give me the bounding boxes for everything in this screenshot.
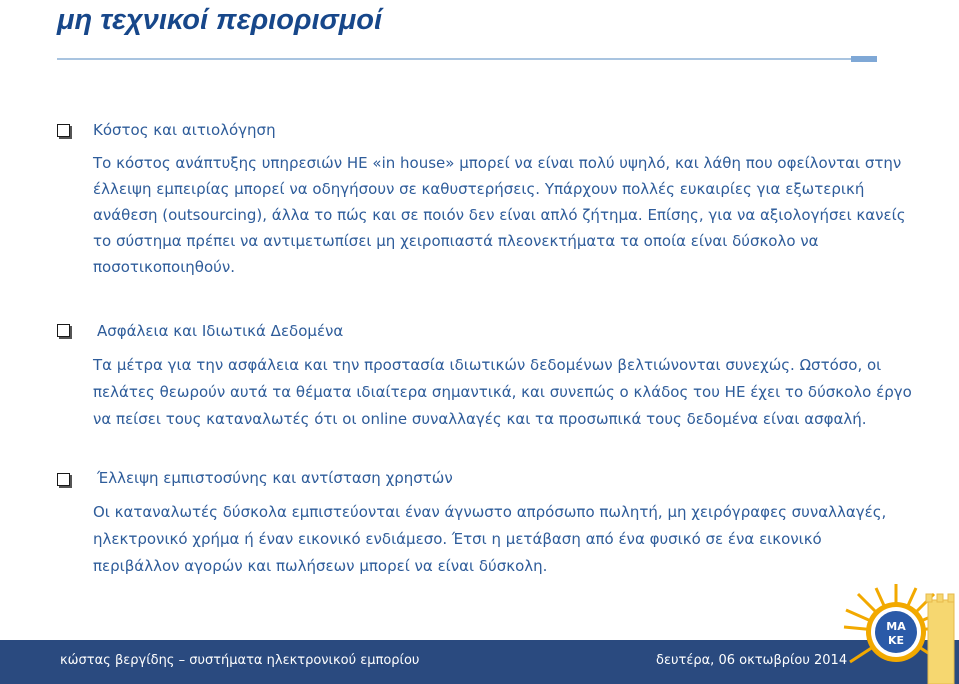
seal-lettering-1: ΜΑ xyxy=(886,620,906,633)
section-heading-cost: Κόστος και αιτιολόγηση xyxy=(93,121,276,139)
checkbox-bullet-icon xyxy=(57,124,70,137)
section-heading-trust: Έλλειψη εμπιστοσύνης και αντίσταση χρηστών xyxy=(97,469,453,487)
slide-title: μη τεχνικοί περιορισμοί xyxy=(57,4,383,36)
section-text-cost: Το κόστος ανάπτυξης υπηρεσιών ΗΕ «in house» μπορεί να είναι πολύ υψηλό, και λάθη που οφείλονται στην έλλειψη εμπειρίας μπορεί να οδηγήσουν σε καθυστερήσεις. Υπάρχουν πολλές ευκαιρίες για εξωτερική ανάθεση (outsourcing), άλλα το πώς και σε ποιόν δεν είναι απλό ζήτημα. Επίσης, για να αξιολογήσει κανείς το σύστημα πρέπει να αντιμετωπίσει μη χειροπιαστά πλεονεκτήματα τα οποία είναι δύσκολο να ποσοτικοποιηθούν. xyxy=(93,154,906,276)
section-text-trust: Οι καταναλωτές δύσκολα εμπιστεύονται έναν άγνωστο απρόσωπο πωλητή, μη χειρόγραφες συναλλαγές, ηλεκτρονικό χρήμα ή έναν εικονικό ενδιάμεσο. Έτσι η μετάβαση από ένα φυσικό σε ένα εικονικό περιβάλλον αγορών και πωλήσεων μπορεί να είναι δύσκολη. xyxy=(93,503,887,575)
section-text-security: Τα μέτρα για την ασφάλεια και την προστασία ιδιωτικών δεδομένων βελτιώνονται συνεχώς. Ωστόσο, οι πελάτες θεωρούν αυτά τα θέματα ιδιαίτερα σημαντικά, και συνεπώς ο κλάδος του ΗΕ έχει το δύσκολο έργο να πείσει τους καταναλωτές ότι οι online συναλλαγές και τα προσωπικά τους δεδομένα είναι ασφαλή. xyxy=(93,356,912,428)
footer-date: δευτέρα, 06 οκτωβρίου 2014 xyxy=(656,653,848,668)
university-seal-icon xyxy=(836,582,959,684)
checkbox-bullet-icon xyxy=(57,324,70,337)
checkbox-bullet-icon xyxy=(57,473,70,486)
title-divider xyxy=(57,58,877,60)
seal-lettering-2: ΚΕ xyxy=(887,634,905,647)
section-heading-security: Ασφάλεια και Ιδιωτικά Δεδομένα xyxy=(97,322,344,340)
footer-author: κώστας βεργίδης – συστήματα ηλεκτρονικού εμπορίου xyxy=(60,653,420,668)
tower xyxy=(926,594,954,684)
